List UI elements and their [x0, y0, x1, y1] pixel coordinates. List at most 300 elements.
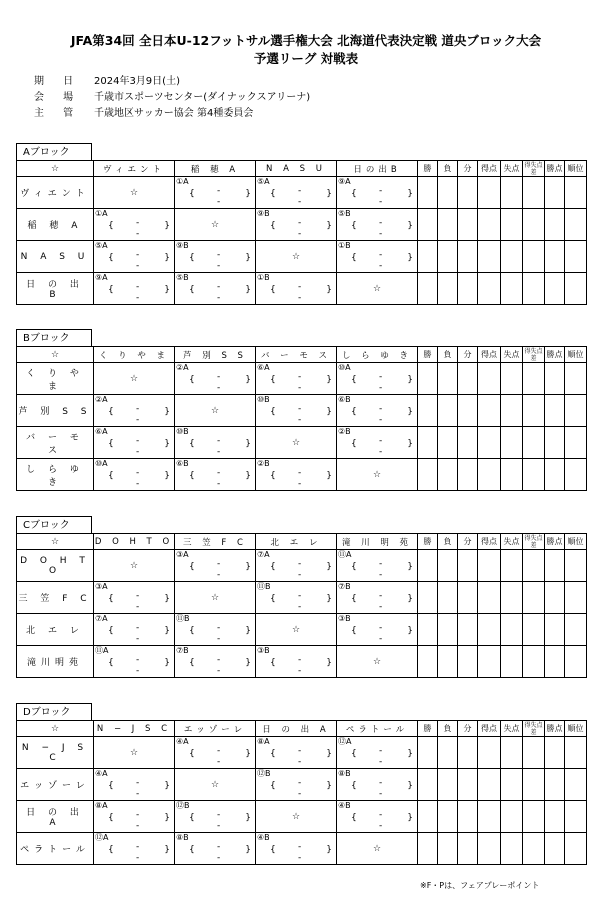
stat-cell[interactable]	[523, 395, 545, 427]
match-number: ⑥B	[176, 459, 189, 468]
stat-cell[interactable]	[565, 177, 587, 209]
score-bracket-open: {	[108, 594, 114, 604]
match-score-box	[94, 769, 174, 800]
stat-cell[interactable]	[523, 737, 545, 769]
stat-cell[interactable]	[418, 209, 438, 241]
footnote: ※F・Pは、フェアプレーポイント	[420, 881, 540, 890]
row-team-name: し ら ゆ き	[17, 459, 94, 491]
score-bracket-close: }	[164, 407, 170, 417]
match-cell[interactable]	[256, 550, 337, 582]
table-row	[17, 459, 587, 491]
stat-cell[interactable]	[545, 177, 565, 209]
info-date	[34, 75, 180, 89]
stat-header: 負	[438, 347, 458, 363]
stat-cell[interactable]	[523, 427, 545, 459]
match-cell[interactable]	[175, 427, 256, 459]
match-cell[interactable]	[256, 459, 337, 491]
stat-cell[interactable]	[438, 395, 458, 427]
match-number: ⑪A	[338, 550, 352, 559]
stat-cell[interactable]	[523, 459, 545, 491]
stat-cell[interactable]	[565, 273, 587, 305]
match-cell[interactable]	[337, 550, 418, 582]
stat-cell[interactable]	[418, 769, 438, 801]
stat-cell[interactable]	[478, 241, 501, 273]
stat-cell[interactable]	[458, 582, 478, 614]
stat-cell[interactable]	[478, 550, 501, 582]
stat-cell[interactable]	[545, 737, 565, 769]
stat-cell[interactable]	[523, 614, 545, 646]
stat-cell[interactable]	[418, 801, 438, 833]
stat-cell[interactable]	[565, 801, 587, 833]
stat-cell[interactable]	[458, 273, 478, 305]
score-bracket-open: {	[108, 626, 114, 636]
row-team-name: 日 の 出 A	[17, 801, 94, 833]
stat-cell[interactable]	[438, 459, 458, 491]
match-cell[interactable]	[175, 614, 256, 646]
team-header: 三 笠 F C	[175, 534, 256, 550]
score-bracket-close: }	[326, 407, 332, 417]
stat-cell[interactable]	[545, 363, 565, 395]
stat-cell[interactable]	[418, 737, 438, 769]
stat-cell[interactable]	[501, 833, 523, 865]
score-entry	[189, 372, 251, 392]
score-bracket-open: {	[108, 285, 114, 295]
score-entry	[189, 250, 251, 270]
match-cell[interactable]	[337, 241, 418, 273]
stat-cell[interactable]	[478, 209, 501, 241]
match-cell[interactable]	[256, 177, 337, 209]
match-cell[interactable]	[337, 582, 418, 614]
score-dash-second-half: -	[379, 789, 383, 799]
row-team-name: バ ー モ ス	[17, 427, 94, 459]
table-row	[17, 550, 587, 582]
score-dash-second-half: -	[136, 447, 140, 457]
score-entry	[270, 282, 332, 302]
score-bracket-open: {	[108, 471, 114, 481]
score-dash-first-half: -	[298, 559, 302, 569]
stat-header: 負	[438, 721, 458, 737]
score-entry	[351, 250, 413, 270]
stat-cell[interactable]	[501, 209, 523, 241]
stat-cell[interactable]	[458, 241, 478, 273]
match-cell[interactable]	[94, 395, 175, 427]
score-dash-second-half: -	[136, 853, 140, 863]
score-bracket-close: }	[164, 471, 170, 481]
stat-cell[interactable]	[565, 614, 587, 646]
score-dash-first-half: -	[217, 559, 221, 569]
match-cell[interactable]	[256, 363, 337, 395]
stat-cell[interactable]	[501, 427, 523, 459]
stat-cell[interactable]	[523, 209, 545, 241]
stat-cell[interactable]	[565, 737, 587, 769]
match-cell[interactable]	[94, 582, 175, 614]
match-cell[interactable]	[337, 177, 418, 209]
score-dash-first-half: -	[379, 778, 383, 788]
stat-header: 勝点	[545, 534, 565, 550]
info-host-value: 千歳地区サッカー協会 第4種委員会	[94, 108, 254, 119]
match-cell[interactable]	[94, 427, 175, 459]
stat-cell[interactable]	[565, 363, 587, 395]
stat-cell[interactable]	[458, 833, 478, 865]
stat-header: 勝	[418, 347, 438, 363]
stat-cell[interactable]	[478, 833, 501, 865]
score-bracket-open: {	[351, 813, 357, 823]
score-bracket-close: }	[164, 658, 170, 668]
stat-cell[interactable]	[545, 427, 565, 459]
stat-cell[interactable]	[545, 646, 565, 678]
stat-cell[interactable]	[458, 363, 478, 395]
score-dash-second-half: -	[298, 383, 302, 393]
stat-cell[interactable]	[418, 273, 438, 305]
score-bracket-open: {	[189, 189, 195, 199]
match-cell[interactable]	[94, 769, 175, 801]
match-cell[interactable]	[337, 801, 418, 833]
stat-cell[interactable]	[458, 177, 478, 209]
stat-header: 勝	[418, 721, 438, 737]
stat-cell[interactable]	[501, 363, 523, 395]
stat-cell[interactable]	[438, 177, 458, 209]
stat-cell[interactable]	[438, 833, 458, 865]
stat-cell[interactable]	[545, 769, 565, 801]
score-bracket-open: {	[270, 594, 276, 604]
stat-cell[interactable]	[458, 801, 478, 833]
stat-cell[interactable]	[458, 395, 478, 427]
match-number: ③A	[176, 550, 189, 559]
stat-cell[interactable]	[523, 769, 545, 801]
score-dash-second-half: -	[379, 383, 383, 393]
match-score-box	[256, 177, 336, 208]
stat-cell[interactable]	[501, 241, 523, 273]
row-team-name: 三 笠 F C	[17, 582, 94, 614]
stat-header: 勝	[418, 534, 438, 550]
score-entry	[108, 250, 170, 270]
match-cell[interactable]	[337, 395, 418, 427]
stat-cell[interactable]	[478, 273, 501, 305]
score-entry	[270, 655, 332, 675]
stat-cell[interactable]	[458, 427, 478, 459]
score-bracket-open: {	[189, 562, 195, 572]
stat-cell[interactable]	[565, 241, 587, 273]
match-number: ⑨B	[257, 209, 270, 218]
match-score-box	[337, 177, 417, 208]
score-bracket-close: }	[164, 285, 170, 295]
match-score-box	[337, 737, 417, 768]
match-cell[interactable]	[175, 801, 256, 833]
score-dash-second-half: -	[136, 666, 140, 676]
stat-cell[interactable]	[478, 177, 501, 209]
stat-cell[interactable]	[438, 363, 458, 395]
match-cell[interactable]	[94, 209, 175, 241]
match-cell[interactable]	[175, 273, 256, 305]
score-entry	[351, 372, 413, 392]
match-cell[interactable]	[94, 614, 175, 646]
league-table	[16, 160, 587, 305]
stat-cell[interactable]	[418, 833, 438, 865]
stat-cell[interactable]	[523, 273, 545, 305]
score-bracket-open: {	[270, 407, 276, 417]
score-bracket-open: {	[108, 407, 114, 417]
match-cell[interactable]	[256, 395, 337, 427]
stat-cell[interactable]	[501, 646, 523, 678]
stat-cell[interactable]	[565, 769, 587, 801]
stat-cell[interactable]	[523, 646, 545, 678]
match-cell[interactable]	[175, 550, 256, 582]
score-dash-second-half: -	[379, 570, 383, 580]
score-entry	[108, 623, 170, 643]
match-cell[interactable]	[94, 646, 175, 678]
match-cell[interactable]	[175, 177, 256, 209]
stat-cell[interactable]	[418, 459, 438, 491]
stat-cell[interactable]	[501, 273, 523, 305]
stat-cell[interactable]	[458, 550, 478, 582]
match-cell[interactable]	[94, 459, 175, 491]
score-entry	[351, 436, 413, 456]
stat-header: 順位	[565, 347, 587, 363]
match-cell[interactable]	[175, 737, 256, 769]
score-dash-second-half: -	[217, 447, 221, 457]
score-entry	[108, 842, 170, 862]
stat-cell[interactable]	[438, 769, 458, 801]
stat-cell[interactable]	[523, 241, 545, 273]
stat-cell[interactable]	[458, 769, 478, 801]
stat-cell[interactable]	[545, 582, 565, 614]
score-bracket-close: }	[164, 253, 170, 263]
stat-header: 得失点差	[524, 347, 543, 362]
score-entry	[189, 186, 251, 206]
stat-cell[interactable]	[545, 833, 565, 865]
match-score-box	[337, 395, 417, 426]
stat-cell[interactable]	[418, 177, 438, 209]
stat-cell[interactable]	[438, 646, 458, 678]
match-cell[interactable]	[337, 209, 418, 241]
match-score-box	[337, 550, 417, 581]
match-cell[interactable]	[94, 273, 175, 305]
match-score-box	[175, 737, 255, 768]
score-entry	[189, 810, 251, 830]
stat-cell[interactable]	[478, 769, 501, 801]
score-dash-first-half: -	[379, 623, 383, 633]
match-cell[interactable]	[256, 769, 337, 801]
stat-cell[interactable]	[418, 363, 438, 395]
stat-cell[interactable]	[565, 209, 587, 241]
match-score-box	[94, 241, 174, 272]
match-score-box	[256, 833, 336, 864]
stat-cell[interactable]	[478, 363, 501, 395]
stat-cell[interactable]	[501, 550, 523, 582]
stat-cell[interactable]	[565, 395, 587, 427]
stat-cell[interactable]	[458, 737, 478, 769]
score-bracket-close: }	[407, 253, 413, 263]
score-bracket-close: }	[245, 626, 251, 636]
stat-cell[interactable]	[501, 737, 523, 769]
stat-cell[interactable]	[565, 459, 587, 491]
score-dash-second-half: -	[298, 853, 302, 863]
stat-cell[interactable]	[545, 801, 565, 833]
match-cell[interactable]	[337, 769, 418, 801]
stat-cell[interactable]	[478, 395, 501, 427]
match-cell[interactable]	[337, 737, 418, 769]
score-entry	[108, 810, 170, 830]
stat-header: 分	[458, 347, 478, 363]
stat-cell[interactable]	[523, 582, 545, 614]
score-entry	[189, 655, 251, 675]
score-dash-second-half: -	[136, 634, 140, 644]
score-bracket-close: }	[245, 749, 251, 759]
score-dash-first-half: -	[217, 282, 221, 292]
score-entry	[351, 218, 413, 238]
match-number: ⑥A	[257, 363, 270, 372]
match-number: ⑦B	[338, 582, 351, 591]
stat-cell[interactable]	[458, 646, 478, 678]
stat-cell[interactable]	[545, 209, 565, 241]
stat-cell[interactable]	[501, 582, 523, 614]
match-cell[interactable]	[94, 833, 175, 865]
match-score-box	[175, 550, 255, 581]
score-bracket-close: }	[407, 594, 413, 604]
stat-cell[interactable]	[545, 614, 565, 646]
stat-cell[interactable]	[545, 273, 565, 305]
score-bracket-close: }	[407, 407, 413, 417]
score-dash-second-half: -	[298, 229, 302, 239]
stat-cell[interactable]	[565, 582, 587, 614]
stat-cell[interactable]	[501, 614, 523, 646]
stat-cell[interactable]	[501, 177, 523, 209]
stat-cell[interactable]	[501, 769, 523, 801]
score-dash-first-half: -	[136, 655, 140, 665]
match-cell[interactable]	[337, 363, 418, 395]
stat-cell[interactable]	[478, 459, 501, 491]
stat-cell[interactable]	[478, 801, 501, 833]
score-bracket-close: }	[407, 375, 413, 385]
score-bracket-close: }	[407, 626, 413, 636]
stat-cell[interactable]	[438, 737, 458, 769]
stat-cell[interactable]	[501, 459, 523, 491]
match-cell[interactable]	[256, 209, 337, 241]
stat-cell[interactable]	[438, 273, 458, 305]
table-row	[17, 177, 587, 209]
stat-cell[interactable]	[438, 801, 458, 833]
score-dash-second-half: -	[217, 383, 221, 393]
match-cell[interactable]	[175, 646, 256, 678]
stat-cell[interactable]	[438, 614, 458, 646]
match-number: ⑥A	[95, 427, 108, 436]
match-number: ①A	[176, 177, 189, 186]
match-score-box	[256, 395, 336, 426]
match-cell[interactable]	[256, 646, 337, 678]
stat-cell[interactable]	[478, 614, 501, 646]
match-cell[interactable]	[175, 833, 256, 865]
score-dash-second-half: -	[217, 293, 221, 303]
score-dash-first-half: -	[379, 746, 383, 756]
match-cell[interactable]	[256, 737, 337, 769]
stat-cell[interactable]	[418, 427, 438, 459]
score-bracket-close: }	[407, 749, 413, 759]
stat-cell[interactable]	[565, 427, 587, 459]
match-cell[interactable]	[175, 459, 256, 491]
stat-cell[interactable]	[438, 582, 458, 614]
match-cell[interactable]	[256, 582, 337, 614]
stat-cell[interactable]	[501, 395, 523, 427]
score-bracket-close: }	[326, 845, 332, 855]
score-dash-second-half: -	[217, 261, 221, 271]
stat-cell[interactable]	[545, 459, 565, 491]
block-label: Bブロック	[16, 329, 92, 346]
stat-cell[interactable]	[478, 737, 501, 769]
stat-cell[interactable]	[458, 209, 478, 241]
stat-cell[interactable]	[545, 550, 565, 582]
stat-cell[interactable]	[458, 459, 478, 491]
stat-cell[interactable]	[545, 395, 565, 427]
score-bracket-open: {	[189, 471, 195, 481]
info-venue-label: 会 場	[34, 92, 82, 103]
score-dash-second-half: -	[136, 229, 140, 239]
stat-cell[interactable]	[523, 363, 545, 395]
match-cell[interactable]	[256, 833, 337, 865]
stat-cell[interactable]	[565, 550, 587, 582]
match-cell[interactable]	[94, 241, 175, 273]
stat-cell[interactable]	[438, 241, 458, 273]
info-host	[34, 107, 253, 121]
match-cell[interactable]	[337, 427, 418, 459]
stat-cell[interactable]	[438, 550, 458, 582]
match-score-box	[94, 273, 174, 304]
stat-cell[interactable]	[501, 801, 523, 833]
stat-cell[interactable]	[418, 646, 438, 678]
stat-header: 失点	[501, 161, 523, 177]
stat-cell[interactable]	[418, 614, 438, 646]
stat-cell[interactable]	[523, 801, 545, 833]
stat-cell[interactable]	[523, 550, 545, 582]
stat-cell[interactable]	[438, 209, 458, 241]
score-dash-second-half: -	[136, 789, 140, 799]
match-cell[interactable]	[175, 363, 256, 395]
stat-cell[interactable]	[478, 646, 501, 678]
score-bracket-open: {	[108, 658, 114, 668]
stat-cell[interactable]	[418, 395, 438, 427]
stat-cell[interactable]	[458, 614, 478, 646]
score-dash-first-half: -	[217, 623, 221, 633]
team-header: バ ー モ ス	[256, 347, 337, 363]
score-dash-second-half: -	[217, 479, 221, 489]
stat-cell[interactable]	[565, 833, 587, 865]
match-cell[interactable]	[175, 241, 256, 273]
match-cell[interactable]	[337, 614, 418, 646]
score-bracket-open: {	[351, 253, 357, 263]
score-dash-first-half: -	[217, 250, 221, 260]
stat-header: 分	[458, 721, 478, 737]
match-cell[interactable]	[94, 801, 175, 833]
match-score-box	[256, 273, 336, 304]
stat-cell[interactable]	[438, 427, 458, 459]
stat-cell[interactable]	[545, 241, 565, 273]
stat-header: 得点	[478, 721, 501, 737]
score-bracket-open: {	[270, 375, 276, 385]
match-score-box	[256, 646, 336, 677]
stat-cell[interactable]	[523, 833, 545, 865]
stat-cell[interactable]	[418, 550, 438, 582]
stat-cell[interactable]	[418, 241, 438, 273]
stat-cell[interactable]	[478, 427, 501, 459]
stat-cell[interactable]	[418, 582, 438, 614]
match-score-box	[175, 646, 255, 677]
stat-cell[interactable]	[478, 582, 501, 614]
stat-cell[interactable]	[565, 646, 587, 678]
stat-cell[interactable]	[523, 177, 545, 209]
match-cell[interactable]	[256, 273, 337, 305]
score-dash-first-half: -	[298, 404, 302, 414]
stat-header: 負	[438, 534, 458, 550]
score-dash-first-half: -	[298, 218, 302, 228]
